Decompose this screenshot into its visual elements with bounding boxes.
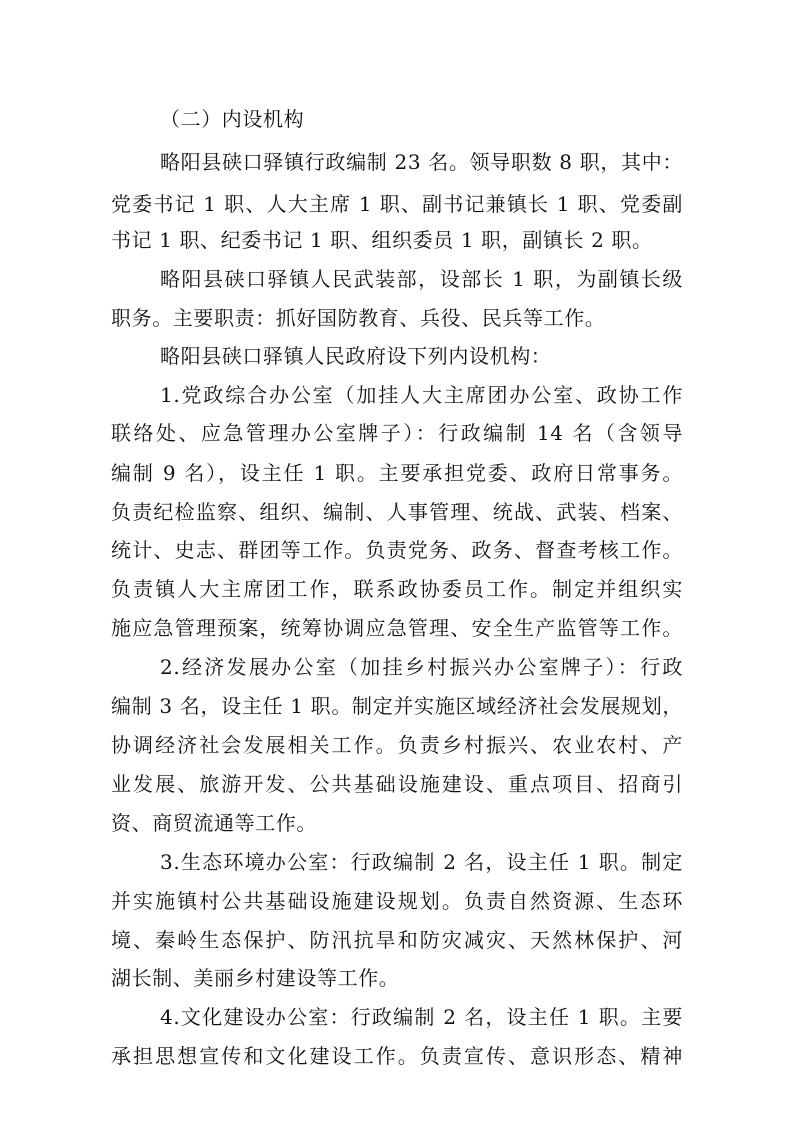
paragraph-line: 略阳县硖口驿镇人民政府设下列内设机构：	[160, 344, 552, 368]
paragraph-line: 业发展、旅游开发、公共基础设施建设、重点项目、招商引	[111, 772, 683, 796]
section-title: （二）内设机构	[160, 107, 305, 131]
paragraph-line: 2.经济发展办公室（加挂乡村振兴办公室牌子）：行政	[160, 655, 683, 679]
paragraph-line: 境、秦岭生态保护、防汛抗旱和防灾减灾、天然林保护、河	[111, 928, 683, 952]
paragraph-line: 负责镇人大主席团工作，联系政协委员工作。制定并组织实	[111, 577, 683, 601]
paragraph-line: 协调经济社会发展相关工作。负责乡村振兴、农业农村、产	[111, 733, 683, 757]
paragraph-line: 4.文化建设办公室：行政编制 2 名，设主任 1 职。主要	[160, 1005, 683, 1029]
paragraph-line: 3.生态环境办公室：行政编制 2 名，设主任 1 职。制定	[160, 850, 683, 874]
paragraph-line: 职务。主要职责：抓好国防教育、兵役、民兵等工作。	[111, 306, 606, 330]
paragraph-line: 1.党政综合办公室（加挂人大主席团办公室、政协工作	[160, 383, 683, 407]
paragraph-line: 负责纪检监察、组织、编制、人事管理、统战、武装、档案、	[111, 500, 683, 524]
paragraph-line: 编制 9 名），设主任 1 职。主要承担党委、政府日常事务。	[111, 461, 683, 485]
paragraph-line: 统计、史志、群团等工作。负责党务、政务、督查考核工作。	[111, 538, 683, 562]
paragraph-line: 湖长制、美丽乡村建设等工作。	[111, 966, 400, 990]
paragraph-line: 略阳县硖口驿镇人民武装部，设部长 1 职，为副镇长级	[160, 267, 683, 291]
paragraph-line: 资、商贸流通等工作。	[111, 811, 317, 835]
paragraph-line: 施应急管理预案，统筹协调应急管理、安全生产监管等工作。	[111, 616, 683, 640]
paragraph-line: 略阳县硖口驿镇行政编制 23 名。领导职数 8 职，其中：	[160, 150, 683, 174]
paragraph-line: 书记 1 职、纪委书记 1 职、组织委员 1 职，副镇长 2 职。	[111, 228, 653, 252]
paragraph-line: 编制 3 名，设主任 1 职。制定并实施区域经济社会发展规划，	[111, 694, 683, 718]
paragraph-line: 联络处、应急管理办公室牌子）：行政编制 14 名（含领导	[111, 421, 683, 445]
paragraph-line: 党委书记 1 职、人大主席 1 职、副书记兼镇长 1 职、党委副	[111, 192, 683, 216]
paragraph-line: 承担思想宣传和文化建设工作。负责宣传、意识形态、精神	[111, 1044, 683, 1068]
paragraph-line: 并实施镇村公共基础设施建设规划。负责自然资源、生态环	[111, 889, 683, 913]
